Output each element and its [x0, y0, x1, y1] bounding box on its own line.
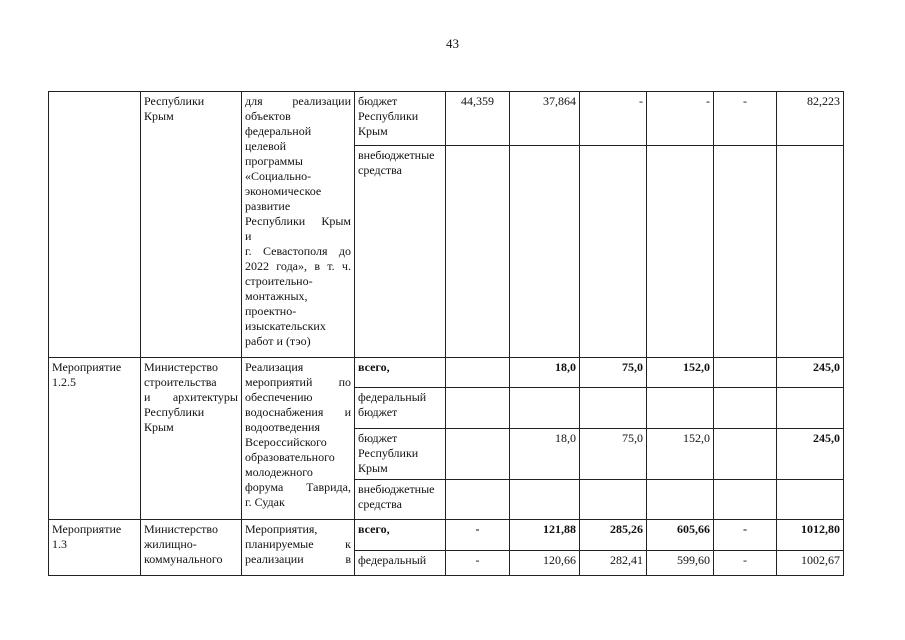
description-line: работ и (тэо) — [245, 334, 311, 348]
year-value-cell: 75,0 — [580, 429, 647, 480]
description-line: форума Таврида, — [245, 480, 351, 494]
year-value-cell: 285,26 — [580, 520, 647, 551]
year-value-cell: - — [446, 520, 510, 551]
description-line: строительно- — [245, 274, 313, 288]
year-value-cell — [647, 146, 714, 358]
page-number: 43 — [446, 36, 459, 51]
description-line: «Социально- — [245, 169, 312, 183]
executor-line: и архитектуры — [144, 390, 238, 404]
executor-cell — [141, 358, 242, 520]
executor-cell — [141, 520, 242, 576]
executor-line: Республики — [144, 405, 205, 419]
description-line: Республики Крым — [245, 214, 351, 228]
year-value-cell: - — [580, 92, 647, 146]
event-line: 1.3 — [52, 537, 67, 551]
year-value-cell: - — [714, 92, 777, 146]
year-value-cell: 605,66 — [647, 520, 714, 551]
description-line: г. Судак — [245, 495, 285, 509]
year-value-cell: 152,0 — [647, 358, 714, 388]
funding-source-cell: внебюджетные средства — [355, 480, 446, 520]
description-line: для реализации — [245, 94, 351, 108]
executor-cell — [141, 92, 242, 358]
total-value-cell — [777, 146, 844, 358]
event-line: Мероприятие — [52, 522, 122, 536]
executor-line: Министерство — [144, 522, 218, 536]
executor-line: строительства — [144, 375, 217, 389]
year-value-cell — [714, 388, 777, 429]
executor-line: жилищно- — [144, 537, 197, 551]
funding-source-cell: всего, — [355, 520, 446, 551]
year-value-cell — [714, 429, 777, 480]
description-line: Реализация — [245, 360, 304, 374]
total-value-cell — [777, 388, 844, 429]
event-cell — [49, 358, 141, 520]
description-line: молодежного — [245, 465, 313, 479]
description-line: 2022 года», в т. ч. — [245, 259, 351, 273]
description-line: программы — [245, 154, 303, 168]
year-value-cell: 18,0 — [510, 358, 580, 388]
year-value-cell: - — [714, 520, 777, 551]
total-value-cell: 245,0 — [777, 429, 844, 480]
year-value-cell: 599,60 — [647, 551, 714, 576]
year-value-cell — [714, 146, 777, 358]
year-value-cell — [446, 480, 510, 520]
description-line: мероприятий по — [245, 375, 351, 389]
funding-source-cell: бюджет Республики Крым — [355, 429, 446, 480]
year-value-cell: - — [647, 92, 714, 146]
event-line: Мероприятие — [52, 360, 122, 374]
description-line: реализации в — [245, 552, 351, 566]
total-value-cell: 1002,67 — [777, 551, 844, 576]
year-value-cell: 120,66 — [510, 551, 580, 576]
table-row — [49, 358, 844, 388]
year-value-cell — [446, 388, 510, 429]
table-body — [49, 92, 844, 576]
event-cell — [49, 520, 141, 576]
year-value-cell — [580, 146, 647, 358]
budget-table — [48, 91, 844, 576]
event-cell — [49, 92, 141, 358]
total-value-cell: 82,223 — [777, 92, 844, 146]
year-value-cell — [510, 388, 580, 429]
year-value-cell: - — [714, 551, 777, 576]
description-line: целевой — [245, 139, 287, 153]
table-row — [49, 520, 844, 551]
executor-line: Республики — [144, 94, 205, 108]
year-value-cell: 37,864 — [510, 92, 580, 146]
total-value-cell — [777, 480, 844, 520]
year-value-cell — [647, 388, 714, 429]
year-value-cell: 121,88 — [510, 520, 580, 551]
funding-source-cell: всего, — [355, 358, 446, 388]
year-value-cell: 282,41 — [580, 551, 647, 576]
year-value-cell — [714, 358, 777, 388]
year-value-cell — [510, 480, 580, 520]
event-line: 1.2.5 — [52, 375, 76, 389]
funding-source-cell: внебюджетные средства — [355, 146, 446, 358]
description-line: проектно- — [245, 304, 297, 318]
description-line: объектов — [245, 109, 291, 123]
year-value-cell: 75,0 — [580, 358, 647, 388]
year-value-cell: 18,0 — [510, 429, 580, 480]
executor-line: коммунального — [144, 552, 223, 566]
year-value-cell — [580, 388, 647, 429]
executor-line: Министерство — [144, 360, 218, 374]
year-value-cell — [714, 480, 777, 520]
description-line: обеспечению — [245, 390, 313, 404]
year-value-cell — [446, 429, 510, 480]
year-value-cell: 44,359 — [446, 92, 510, 146]
description-cell — [242, 92, 355, 358]
total-value-cell: 1012,80 — [777, 520, 844, 551]
description-line: монтажных, — [245, 289, 308, 303]
year-value-cell: 152,0 — [647, 429, 714, 480]
description-line: водоснабжения и — [245, 405, 351, 419]
description-cell — [242, 358, 355, 520]
year-value-cell — [647, 480, 714, 520]
description-line: образовательного — [245, 450, 335, 464]
year-value-cell — [580, 480, 647, 520]
funding-source-cell: федеральный — [355, 551, 446, 576]
description-line: водоотведения — [245, 420, 320, 434]
description-line: Мероприятия, — [245, 522, 318, 536]
description-line: изыскательских — [245, 319, 326, 333]
year-value-cell: - — [446, 551, 510, 576]
description-line: планируемые к — [245, 537, 351, 551]
year-value-cell — [446, 358, 510, 388]
total-value-cell: 245,0 — [777, 358, 844, 388]
year-value-cell — [446, 146, 510, 358]
executor-line: Крым — [144, 109, 174, 123]
description-cell — [242, 520, 355, 576]
funding-source-cell: федеральный бюджет — [355, 388, 446, 429]
year-value-cell — [510, 146, 580, 358]
description-line: и — [245, 229, 252, 243]
executor-line: Крым — [144, 420, 174, 434]
description-line: экономическое — [245, 184, 322, 198]
description-line: г. Севастополя до — [245, 244, 351, 258]
funding-source-cell: бюджет Республики Крым — [355, 92, 446, 146]
table-row — [49, 92, 844, 146]
description-line: федеральной — [245, 124, 312, 138]
description-line: развитие — [245, 199, 291, 213]
description-line: Всероссийского — [245, 435, 327, 449]
